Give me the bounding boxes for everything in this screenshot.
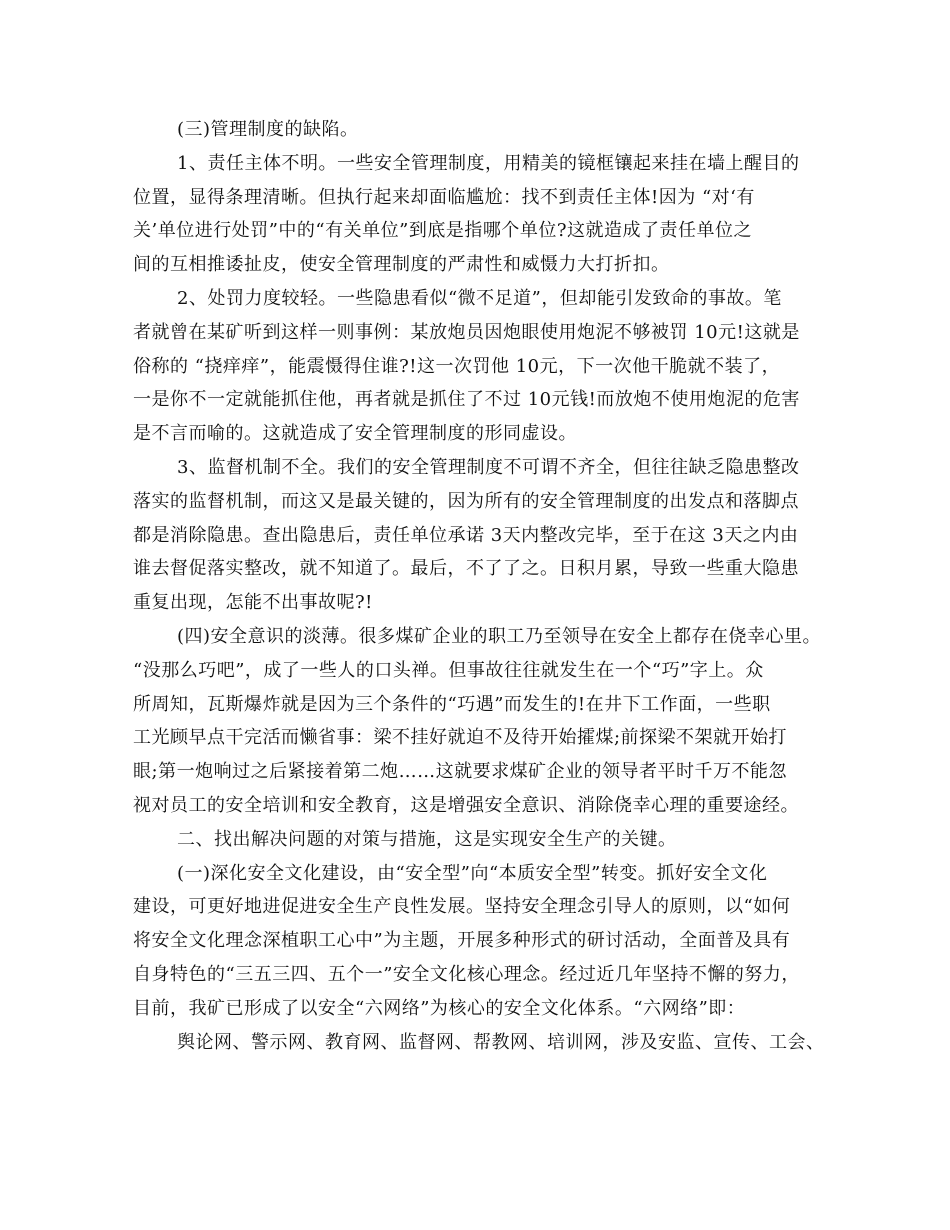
text-line: 都是消除隐患。查出隐患后，责任单位承诺 3天内整改完毕，至于在这 3天之内由 — [133, 524, 799, 546]
text-line: 2、处罚力度较轻。一些隐患看似“微不足道”，但却能引发致命的事故。笔 — [177, 287, 782, 309]
text-line: 是不言而喻的。这就造成了安全管理制度的形同虚设。 — [133, 423, 577, 445]
text-line: 视对员工的安全培训和安全教育，这是增强安全意识、消除侥幸心理的重要途经。 — [133, 794, 799, 816]
text-line: 自身特色的“三五三四、五个一”安全文化核心理念。经过近几年坚持不懈的努力， — [133, 963, 800, 985]
document-body — [133, 113, 823, 1059]
text-line: 眼;第一炮响过之后紧接着第二炮……这就要求煤矿企业的领导者平时千万不能忽 — [133, 761, 788, 783]
text-line: 者就曾在某矿听到这样一则事例：某放炮员因炮眼使用炮泥不够被罚 10元!这就是 — [133, 321, 800, 343]
text-line: 俗称的 “挠痒痒”，能震慑得住谁?!这一次罚他 10元，下一次他干脆就不装了， — [133, 355, 781, 377]
text-line: 所周知，瓦斯爆炸就是因为三个条件的“巧遇”而发生的!在井下工作面，一些职 — [133, 693, 771, 715]
text-line: 目前，我矿已形成了以安全“六网络”为核心的安全文化体系。“六网络”即： — [133, 997, 746, 1019]
text-line: 落实的监督机制，而这又是最关键的，因为所有的安全管理制度的出发点和落脚点 — [133, 490, 799, 512]
text-line: 二、找出解决问题的对策与措施，这是实现安全生产的关键。 — [177, 828, 677, 850]
text-line: (四)安全意识的淡薄。很多煤矿企业的职工乃至领导在安全上都存在侥幸心里。 — [177, 625, 822, 647]
text-line: 重复出现，怎能不出事故呢?! — [133, 592, 373, 614]
text-line: 一是你不一定就能抓住他，再者就是抓住了不过 10元钱!而放炮不使用炮泥的危害 — [133, 389, 800, 411]
text-line: 建设，可更好地进促进安全生产良性发展。坚持安全理念引导人的原则，以“如何 — [133, 896, 791, 918]
text-line: (一)深化安全文化建设，由“安全型”向“本质安全型”转变。抓好安全文化 — [177, 862, 768, 884]
text-line: 位置，显得条理清晰。但执行起来却面临尴尬：找不到责任主体!因为 “对‘有 — [133, 186, 755, 208]
text-line: 1、责任主体不明。一些安全管理制度，用精美的镜框镶起来挂在墙上醒目的 — [177, 152, 800, 174]
text-line: 将安全文化理念深植职工心中”为主题，开展多种形式的研讨活动，全面普及具有 — [133, 930, 791, 952]
text-line: 工光顾早点干完活而懒省事：梁不挂好就迫不及待开始攉煤;前探梁不架就开始打 — [133, 727, 788, 749]
text-line: 3、监督机制不全。我们的安全管理制度不可谓不齐全，但往往缺乏隐患整改 — [177, 456, 800, 478]
text-line: “没那么巧吧”，成了一些人的口头禅。但事故往往就发生在一个“巧”字上。众 — [133, 659, 764, 681]
text-line: 舆论网、警示网、教育网、监督网、帮教网、培训网，涉及安监、宣传、工会、 — [177, 1031, 825, 1053]
text-line: (三)管理制度的缺陷。 — [177, 119, 359, 140]
text-line: 关’单位进行处罚”中的“有关单位”到底是指哪个单位?这就造成了责任单位之 — [133, 220, 752, 242]
text-line: 谁去督促落实整改，就不知道了。最后，不了了之。日积月累，导致一些重大隐患 — [133, 558, 799, 580]
text-line: 间的互相推诿扯皮，使安全管理制度的严肃性和威慑力大打折扣。 — [133, 254, 670, 276]
